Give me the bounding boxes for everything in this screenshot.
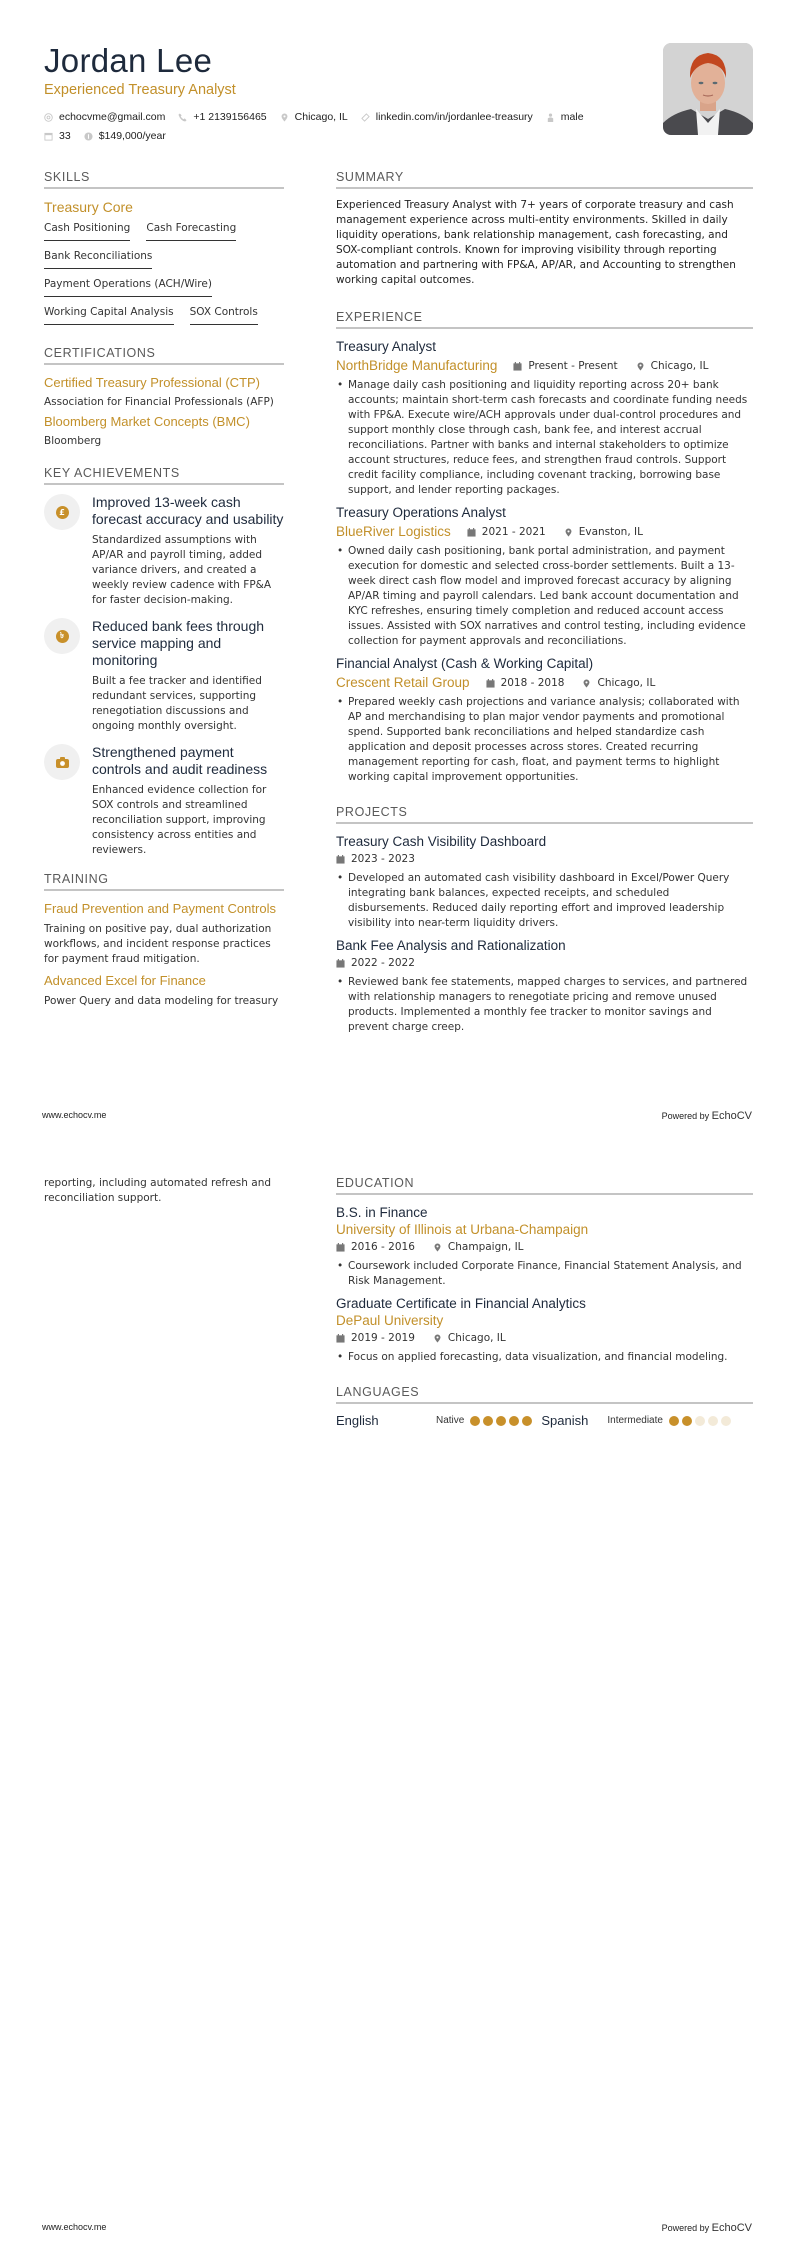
link-icon <box>361 113 370 122</box>
dollar-icon <box>84 132 93 141</box>
project-title: Bank Fee Analysis and Rationalization <box>336 938 566 953</box>
company-name: BlueRiver Logistics <box>336 524 451 539</box>
job-meta <box>336 674 753 692</box>
certification-issuer: Association for Financial Professionals (AFP) <box>44 396 274 408</box>
achievement-title: Strengthened payment controls and audit readiness <box>92 744 268 777</box>
achievement-item <box>44 744 284 858</box>
experience-item <box>336 338 753 498</box>
job-dates: Present - Present <box>513 357 617 375</box>
education-location: Chicago, IL <box>433 1329 506 1347</box>
profile-photo <box>663 43 753 135</box>
education-item <box>336 1295 753 1365</box>
project-item <box>336 937 753 1035</box>
calendar-icon <box>336 855 345 864</box>
contact-email[interactable]: echocvme@gmail.com <box>44 108 165 127</box>
section-heading-projects: PROJECTS <box>336 805 753 824</box>
projects-section <box>336 805 753 1035</box>
section-heading-education: EDUCATION <box>336 1176 753 1195</box>
language-proficiency-dots <box>669 1416 734 1426</box>
achievement-title: Improved 13-week cash forecast accuracy and usability <box>92 494 284 527</box>
languages-section <box>336 1385 753 1428</box>
job-title: Financial Analyst (Cash & Working Capital) <box>336 656 594 671</box>
calendar-icon <box>486 679 495 688</box>
calendar-icon <box>44 132 53 141</box>
job-location: Chicago, IL <box>582 674 655 692</box>
person-icon <box>546 113 555 122</box>
training-description-continued: reporting, including automated refresh and reconciliation support. <box>44 1177 272 1204</box>
location-pin-icon <box>433 1334 442 1343</box>
skill-tag: Cash Positioning <box>44 220 130 241</box>
contact-gender: male <box>546 108 584 127</box>
location-pin-icon <box>582 679 591 688</box>
project-dates: 2023 - 2023 <box>336 850 415 868</box>
phone-icon <box>178 113 187 122</box>
candidate-title: Experienced Treasury Analyst <box>44 82 236 98</box>
achievement-item <box>44 494 284 608</box>
education-dates: 2019 - 2019 <box>336 1329 415 1347</box>
contact-row-1 <box>44 108 644 127</box>
right-column-continued <box>336 1176 753 1428</box>
skill-tag: Working Capital Analysis <box>44 304 174 325</box>
certification-name: Bloomberg Market Concepts (BMC) <box>44 414 250 429</box>
section-heading-skills: SKILLS <box>44 170 284 189</box>
section-heading-training: TRAINING <box>44 872 284 891</box>
calendar-icon <box>513 362 522 371</box>
resume-header <box>44 42 644 146</box>
degree-name: B.S. in Finance <box>336 1205 428 1220</box>
contact-info <box>44 108 644 146</box>
location-pin-icon <box>280 113 289 122</box>
experience-item <box>336 504 753 649</box>
camera-icon <box>44 744 80 780</box>
project-bullet: • Reviewed bank fee statements, mapped charges to services, and partnered with relationship managers to renegotiate pricing and remove unused products. Implemented a monthly fee tracker to monitor savings and prevent charge creep. <box>336 975 753 1035</box>
skill-tag-list <box>44 220 284 332</box>
language-level: Native <box>436 1415 465 1426</box>
experience-item <box>336 655 753 785</box>
school-name: University of Illinois at Urbana-Champaign <box>336 1222 589 1237</box>
job-meta <box>336 523 753 541</box>
training-name: Advanced Excel for Finance <box>44 973 206 988</box>
candidate-name: Jordan Lee <box>44 42 213 79</box>
contact-phone[interactable]: +1 2139156465 <box>178 108 266 127</box>
language-name: English <box>336 1413 379 1428</box>
project-title: Treasury Cash Visibility Dashboard <box>336 834 547 849</box>
skills-group <box>44 198 284 332</box>
education-meta <box>336 1329 753 1347</box>
education-item <box>336 1204 753 1289</box>
job-location: Evanston, IL <box>564 523 643 541</box>
job-location: Chicago, IL <box>636 357 709 375</box>
training-item <box>44 900 284 967</box>
project-meta <box>336 850 753 868</box>
footer-site-link[interactable]: www.echocv.me <box>42 2222 107 2232</box>
training-description: Power Query and data modeling for treasury <box>44 995 279 1007</box>
project-bullet: • Developed an automated cash visibility dashboard in Excel/Power Query integrating bank balances, expected receipts, and scheduled disbursements. Reduced daily reporting effort and improved leadership visibility into near-term liquidity drivers. <box>336 871 753 931</box>
powered-by[interactable]: Powered by EchoCV <box>661 2222 752 2234</box>
experience-section <box>336 310 753 785</box>
education-meta <box>336 1238 753 1256</box>
section-heading-achievements: KEY ACHIEVEMENTS <box>44 466 284 485</box>
pound-coin-icon: £ <box>44 494 80 530</box>
skill-tag: Cash Forecasting <box>146 220 236 241</box>
right-column <box>336 170 753 1041</box>
certification-issuer: Bloomberg <box>44 435 102 447</box>
achievement-description: Standardized assumptions with AP/AR and payroll timing, added variance drivers, and created a weekly review cadence with FP&A for faster decision-making. <box>92 534 272 606</box>
section-heading-experience: EXPERIENCE <box>336 310 753 329</box>
job-dates: 2021 - 2021 <box>467 523 546 541</box>
job-title: Treasury Analyst <box>336 339 437 354</box>
skill-tag: Payment Operations (ACH/Wire) <box>44 276 212 297</box>
contact-location: Chicago, IL <box>280 108 348 127</box>
training-description: Training on positive pay, dual authorization workflows, and incident response practices for payment fraud mitigation. <box>44 923 272 965</box>
job-meta <box>336 357 753 375</box>
training-section <box>44 872 284 1009</box>
contact-row-2 <box>44 127 644 146</box>
resume-page-2 <box>0 1123 794 2246</box>
achievement-title: Reduced bank fees through service mapping and monitoring <box>92 618 265 668</box>
summary-text: Experienced Treasury Analyst with 7+ years of corporate treasury and cash management experience across multi-entity environments. Skilled in daily liquidity operations, bank relationship management, cash forecasting, and SOX-compliant controls. Known for improving visibility through reporting automation and partnering with FP&A, AP/AR, and Accounting to strengthen working capital outcomes. <box>336 199 736 286</box>
language-level: Intermediate <box>607 1415 663 1426</box>
left-column-continued <box>44 1176 284 1211</box>
training-name: Fraud Prevention and Payment Controls <box>44 901 276 916</box>
left-column <box>44 170 284 1014</box>
language-proficiency-dots <box>470 1416 535 1426</box>
achievements-section <box>44 466 284 858</box>
portrait-image <box>663 43 753 135</box>
education-dates: 2016 - 2016 <box>336 1238 415 1256</box>
calendar-icon <box>467 528 476 537</box>
company-name: Crescent Retail Group <box>336 675 470 690</box>
achievement-description: Built a fee tracker and identified redundant services, supporting renegotiation discussions and ongoing monthly oversight. <box>92 675 262 732</box>
education-bullet: • Coursework included Corporate Finance, Financial Statement Analysis, and Risk Management. <box>336 1259 753 1289</box>
summary-section <box>336 170 753 288</box>
training-item <box>44 972 284 1009</box>
achievement-description: Enhanced evidence collection for SOX controls and streamlined reconciliation support, improving consistency across entities and reviewers. <box>92 784 267 856</box>
job-title: Treasury Operations Analyst <box>336 505 506 520</box>
section-heading-summary: SUMMARY <box>336 170 753 189</box>
achievement-item <box>44 618 284 734</box>
at-icon <box>44 113 53 122</box>
job-bullet: • Manage daily cash positioning and liquidity reporting across 20+ bank accounts; maintain short-term cash forecasts and coordinate funding needs with FP&A. Execute wire/ACH approvals under dual-control procedures and support monthly close through cash, bank fee, and interest accrual reconciliations. Partner with banks and internal stakeholders to optimize account structures, reduce fees, and strengthen fraud controls. Support credit facility compliance, including covenant tracking, borrowing base support, and lender reporting packages. <box>336 378 753 498</box>
location-pin-icon <box>636 362 645 371</box>
skills-group-title: Treasury Core <box>44 199 133 215</box>
language-list <box>336 1413 753 1428</box>
project-meta <box>336 954 753 972</box>
location-pin-icon <box>433 1243 442 1252</box>
location-pin-icon <box>564 528 573 537</box>
certification-name: Certified Treasury Professional (CTP) <box>44 375 261 390</box>
education-location: Champaign, IL <box>433 1238 524 1256</box>
language-name: Spanish <box>541 1413 589 1428</box>
job-dates: 2018 - 2018 <box>486 674 565 692</box>
calendar-icon <box>336 1334 345 1343</box>
job-bullet: • Prepared weekly cash projections and variance analysis; collaborated with AP and merchandising to plan major vendor payments and promotional spend. Supported bank reconciliations and helped standardize cash application and deposit processes across stores. Created recurring management reporting for cash, float, and payment terms to highlight working capital improvement opportunities. <box>336 695 753 785</box>
job-bullet: • Owned daily cash positioning, bank portal administration, and payment execution for domestic and selected cross-border settlements. Built a 13-week direct cash flow model and improved forecast accuracy by aligning AP/AR timing and payroll calendars. Led bank account documentation and KYC refreshes, ensuring timely completion and reduced account access issues. Assisted with SOX narratives and control testing, including evidence collection for payment approvals and reconciliations. <box>336 544 753 649</box>
calendar-icon <box>336 959 345 968</box>
skill-tag: SOX Controls <box>190 304 258 325</box>
contact-salary: $149,000/year <box>84 127 166 146</box>
certifications-section <box>44 346 284 448</box>
degree-name: Graduate Certificate in Financial Analytics <box>336 1296 586 1311</box>
project-dates: 2022 - 2022 <box>336 954 415 972</box>
section-heading-certifications: CERTIFICATIONS <box>44 346 284 365</box>
education-section <box>336 1176 753 1365</box>
certification-item <box>44 374 284 409</box>
education-bullet: • Focus on applied forecasting, data visualization, and financial modeling. <box>336 1350 753 1365</box>
powered-by[interactable]: Powered by EchoCV <box>661 1110 752 1122</box>
skill-tag: Bank Reconciliations <box>44 248 152 269</box>
company-name: NorthBridge Manufacturing <box>336 358 498 373</box>
certification-item <box>44 413 284 448</box>
section-heading-languages: LANGUAGES <box>336 1385 753 1404</box>
school-name: DePaul University <box>336 1313 444 1328</box>
calendar-icon <box>336 1243 345 1252</box>
taka-coin-icon: ৳ <box>44 618 80 654</box>
project-item <box>336 833 753 931</box>
footer-site-link[interactable]: www.echocv.me <box>42 1110 107 1120</box>
skills-section <box>44 170 284 332</box>
contact-age: 33 <box>44 127 71 146</box>
contact-linkedin[interactable]: linkedin.com/in/jordanlee-treasury <box>361 108 533 127</box>
